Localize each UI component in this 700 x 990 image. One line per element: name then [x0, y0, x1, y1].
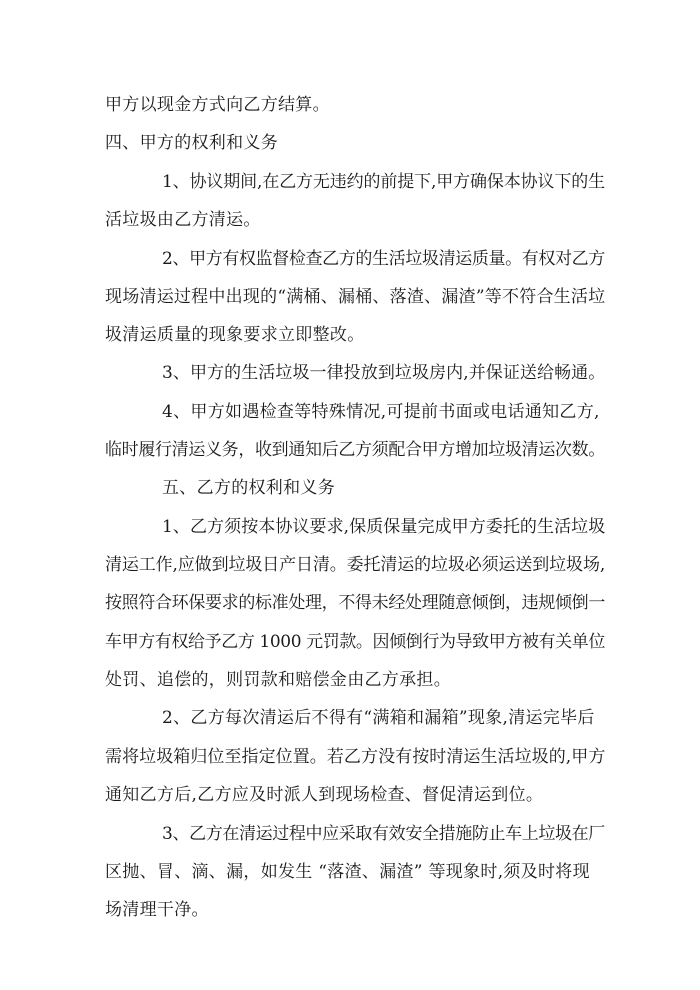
body-line: 现场清运过程中出现的“满桶、漏桶、落渣、漏渣”等不符合生活垃: [105, 287, 606, 307]
body-line: 按照符合环保要求的标准处理，不得未经处理随意倾倒，违规倾倒一: [105, 593, 605, 613]
section-heading: 四、甲方的权利和义务: [105, 133, 278, 153]
body-line: 2、乙方每次清运后不得有“满箱和漏箱”现象,清运完毕后: [162, 708, 595, 728]
body-line: 临时履行清运义务，收到通知后乙方须配合甲方增加垃圾清运次数。: [105, 440, 605, 460]
body-line: 活垃圾由乙方清运。: [105, 210, 261, 230]
body-line: 1、协议期间,在乙方无违约的前提下,甲方确保本协议下的生: [162, 172, 606, 192]
body-line: 清运工作,应做到垃圾日产日清。委托清运的垃圾必须运送到垃圾场,: [105, 555, 606, 575]
body-line: 甲方以现金方式向乙方结算。: [105, 95, 330, 115]
body-line: 3、乙方在清运过程中应采取有效安全措施防止车上垃圾在厂: [162, 824, 605, 844]
body-line: 场清理干净。: [105, 900, 209, 920]
body-line: 2、甲方有权监督检查乙方的生活垃圾清运质量。有权对乙方: [162, 249, 605, 269]
body-line: 区抛、冒、滴、漏，如发生 “落渣、漏渣” 等现象时,须及时将现: [105, 862, 590, 882]
body-line: 通知乙方后,乙方应及时派人到现场检查、督促清运到位。: [105, 785, 544, 805]
body-line: 4、甲方如遇检查等特殊情况,可提前书面或电话通知乙方,: [162, 402, 600, 422]
body-line: 圾清运质量的现象要求立即整改。: [105, 325, 365, 345]
section-heading: 五、乙方的权利和义务: [162, 478, 335, 498]
body-line: 3、甲方的生活垃圾一律投放到垃圾房内,并保证送给畅通。: [162, 363, 606, 383]
body-line: 处罚、追偿的，则罚款和赔偿金由乙方承担。: [105, 670, 451, 690]
body-line: 1、乙方须按本协议要求,保质保量完成甲方委托的生活垃圾: [162, 517, 606, 537]
body-line: 需将垃圾箱归位至指定位置。若乙方没有按时清运生活垃圾的,甲方: [105, 747, 606, 767]
body-line: 车甲方有权给予乙方 1000 元罚款。因倾倒行为导致甲方被有关单位: [105, 632, 605, 652]
